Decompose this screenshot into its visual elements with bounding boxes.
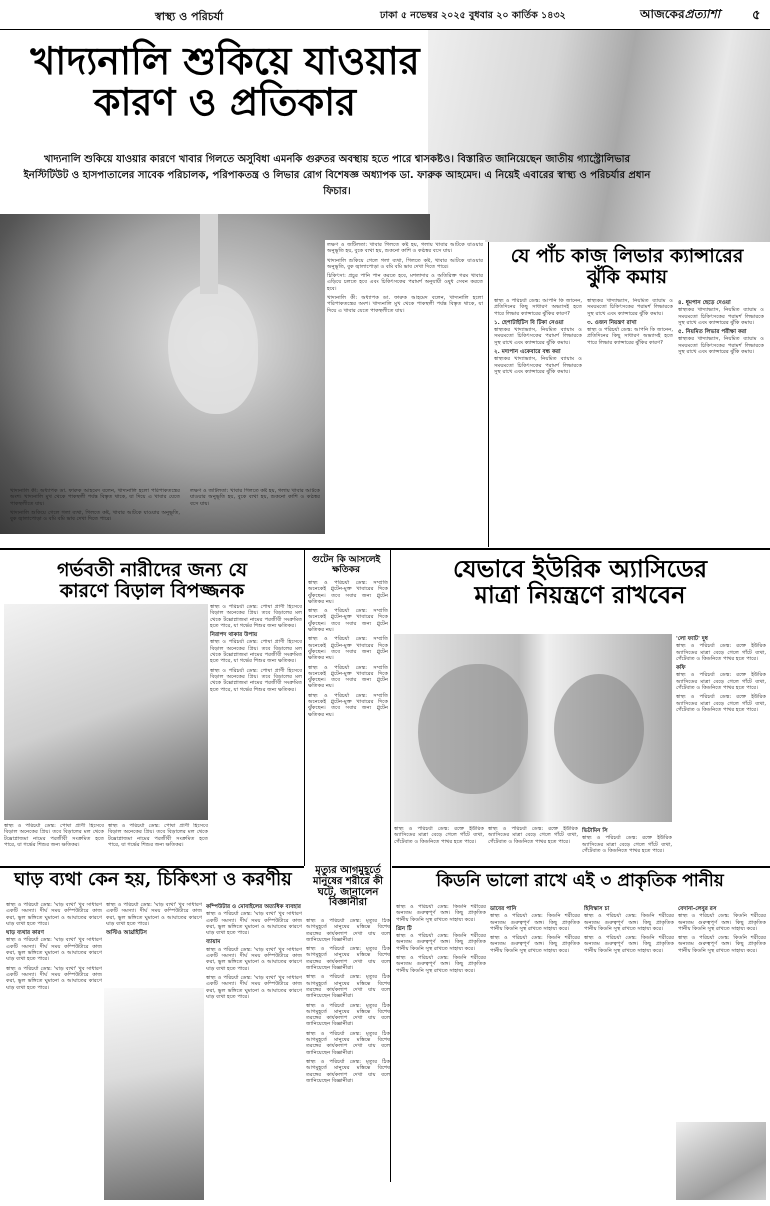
page-header bbox=[0, 0, 770, 30]
liver-body-3: স্বাস্থ্যকর খাদ্যাভ্যাস, নিয়মিত ব্যায়াম ও সময়মতো চিকিৎসকের পরামর্শ লিভারকে সুস্থ রাখে এবং ক্যান্সারের ঝুঁকি কমায়। bbox=[587, 298, 673, 317]
uric-body-3: স্বাস্থ্য ও পরিচর্যা ডেস্ক: রক্তে ইউরিক অ্যাসিডের মাত্রা বেড়ে গেলে গাঁটে ব্যথা, গেঁটেবাত ও কিডনিতে পাথর হতে পারে। bbox=[676, 694, 766, 713]
liver-body-6: স্বাস্থ্যকর খাদ্যাভ্যাস, নিয়মিত ব্যায়াম ও সময়মতো চিকিৎসকের পরামর্শ লিভারকে সুস্থ রাখে এবং ক্যান্সারের ঝুঁকি কমায়। bbox=[678, 336, 764, 356]
gluten-body-4: স্বাস্থ্য ও পরিচর্যা ডেস্ক: সম্প্রতি অনেকেই গ্লুটেন-মুক্ত খাবারের দিকে ঝুঁকছেন। তবে সবার জন্য গ্লুটেন ক্ষতিকর নয়। bbox=[308, 664, 388, 690]
neck-body-5: স্বাস্থ্য ও পরিচর্যা ডেস্ক: 'ঘাড় ব্যথা' খুব সাধারণ একটি সমস্যা। দীর্ঘ সময় কম্পিউটারে কাজ করা, ভুল ভঙ্গিতে ঘুমানো ও আঘাতের কারণে ঘাড় ব্যথা হতে পারে। bbox=[206, 911, 302, 937]
divider bbox=[304, 550, 305, 866]
kidney-body-1: স্বাস্থ্য ও পরিচর্যা ডেস্ক: কিডনি শরীরের অন্যতম গুরুত্বপূর্ণ অঙ্গ। কিছু প্রাকৃতিক পানীয় কিডনি সুস্থ রাখতে সাহায্য করে। bbox=[396, 904, 486, 923]
death-headline-line3: ঘটে, জানালেন bbox=[317, 886, 379, 898]
herbal-drink-photo bbox=[676, 1122, 766, 1200]
cat-body-3: স্বাস্থ্য ও পরিচর্যা ডেস্ক: পোষা প্রাণী হিসেবে বিড়াল অনেকের প্রিয়। তবে বিড়ালের মল থেকে টক্সোপ্লাজমা নামের পরজীবী সংক্রমিত হতে পারে, যা গর্ভের শিশুর জন্য ক্ষতিকর। bbox=[210, 667, 302, 693]
pregnant-woman-cat-photo bbox=[4, 604, 208, 820]
page-number: ৫ bbox=[752, 8, 761, 23]
uric-col-right bbox=[676, 634, 766, 866]
cat-subhead: নিরাপদ থাকার উপায় bbox=[210, 632, 258, 639]
neck-body-3: স্বাস্থ্য ও পরিচর্যা ডেস্ক: 'ঘাড় ব্যথা' খুব সাধারণ একটি সমস্যা। দীর্ঘ সময় কম্পিউটারে কাজ করা, ভুল ভঙ্গিতে ঘুমানো ও আঘাতের কারণে ঘাড় ব্যথা হতে পারে। bbox=[6, 965, 102, 991]
gluten-headline-line2: ক্ষতিকর bbox=[332, 564, 360, 575]
neck-pain-photo bbox=[104, 988, 204, 1200]
lead-body-a: খাদ্যনালি কী: অধ্যাপক ডা. ফারুক আহমেদ বলেন, খাদ্যনালি হলো পরিপাকতন্ত্রের অংশ। খাদ্যনালি মুখ থেকে পাকস্থলী পর্যন্ত বিস্তৃত থাকে, যা দিয়ে এ খাবার যেতে পাকস্থলীতে যায়। bbox=[10, 488, 180, 507]
divider bbox=[392, 866, 770, 868]
neck-body-1: স্বাস্থ্য ও পরিচর্যা ডেস্ক: 'ঘাড় ব্যথা' খুব সাধারণ একটি সমস্যা। দীর্ঘ সময় কম্পিউটারে কাজ করা, ভুল ভঙ্গিতে ঘুমানো ও আঘাতের কারণে ঘাড় ব্যথা হতে পারে। bbox=[6, 902, 102, 927]
lead-body-b: খাদ্যনালি শুকিয়ে গেলে গলা ব্যথা, গিলতে কষ্ট, খাবার আটকে যাওয়ার অনুভূতি, বুক জ্বালাপোড়া ও বমি বমি ভাব দেখা দিতে পারে। bbox=[10, 509, 180, 523]
kidney-headline: কিডনি ভালো রাখে এই ৩ প্রাকৃতিক পানীয় bbox=[436, 871, 724, 891]
cat-headline-line2: কারণে বিড়াল বিপজ্জনক bbox=[59, 579, 245, 602]
lead-body-b2: খাদ্যনালি শুকিয়ে গেলে গলা ব্যথা, গিলতে কষ্ট, খাবার আটকে যাওয়ার অনুভূতি, বুক জ্বালাপোড়া ও বমি বমি ভাব দেখা দিতে পারে। bbox=[327, 257, 483, 270]
uric-headline-line2: মাত্রা নিয়ন্ত্রণে রাখবেন bbox=[474, 579, 686, 609]
lead-body-c2: লক্ষণ ও জটিলতা: খাবার গিলতে কষ্ট হয়, গলায় খাবার আটকে যাওয়ার অনুভূতি হয়, বুকে ব্যথা হয়, শুকনো কাশি ও কণ্ঠস্বর বসে যায়। bbox=[327, 242, 483, 255]
lead-intro: খাদ্যনালি শুকিয়ে যাওয়ার কারণে খাবার গিলতে অসুবিধা এমনকি গুরুতর অবস্থায় হতে পারে শ্বাসকষ্টও। বিস্তারিত জানিয়েছেন জাতীয় গ্যাস্ট্রোলিভার ইনস্টিটিউট ও হাসপাতালের সাবেক পরিচালক, পরিপাকতন্ত্র ও লিভার রোগ বিশেষজ্ঞ অধ্যাপক ডা. ফারুক আহমেদ। এ নিয়েই এবারের স্বাস্থ্য ও পরিচর্যার প্রধান ফিচার। bbox=[23, 154, 651, 197]
lead-body-col-b bbox=[190, 488, 320, 546]
uric-headline-line1: যেভাবে ইউরিক অ্যাসিডের bbox=[452, 554, 708, 583]
stomach-shape bbox=[168, 284, 258, 414]
lead-headline-line1: খাদ্যনালি শুকিয়ে যাওয়ার bbox=[30, 38, 420, 83]
gluten-body-1: স্বাস্থ্য ও পরিচর্যা ডেস্ক: সম্প্রতি অনেকেই গ্লুটেন-মুক্ত খাবারের দিকে ঝুঁকছেন। তবে সবার জন্য গ্লুটেন ক্ষতিকর নয়। bbox=[308, 580, 388, 605]
kidney-body-6: স্বাস্থ্য ও পরিচর্যা ডেস্ক: কিডনি শরীরের অন্যতম গুরুত্বপূর্ণ অঙ্গ। কিছু প্রাকৃতিক পানীয় কিডনি সুস্থ রাখতে সাহায্য করে। bbox=[584, 913, 674, 932]
uric-body-col-b bbox=[488, 826, 578, 866]
cat-col-bottom-a bbox=[4, 823, 104, 863]
death-body-5: স্বাস্থ্য ও পরিচর্যা ডেস্ক: মৃত্যুর ঠিক আগমুহূর্তে মানুষের মস্তিষ্কে বিশেষ তরঙ্গের কার্যকলাপ দেখা যায় বলে জানিয়েছেন বিজ্ঞানীরা। bbox=[306, 1030, 390, 1056]
uric-body-1: স্বাস্থ্য ও পরিচর্যা ডেস্ক: রক্তে ইউরিক অ্যাসিডের মাত্রা বেড়ে গেলে গাঁটে ব্যথা, গেঁটেবাত ও কিডনিতে পাথর হতে পারে। bbox=[676, 643, 766, 662]
uric-body-col-c bbox=[582, 826, 672, 866]
kidney-body-2: স্বাস্থ্য ও পরিচর্যা ডেস্ক: কিডনি শরীরের অন্যতম গুরুত্বপূর্ণ অঙ্গ। কিছু প্রাকৃতিক পানীয় কিডনি সুস্থ রাখতে সাহায্য করে। bbox=[396, 933, 486, 952]
neck-subhead-2: কম্পিউটার ও মোবাইলের অত্যধিক ব্যবহার bbox=[206, 904, 301, 910]
lead-headline bbox=[10, 38, 440, 125]
liver-point-2: ২. মদ্যপান একেবারে বন্ধ করা bbox=[494, 349, 561, 356]
masthead-part-a: আজকের bbox=[640, 7, 685, 21]
liver-body-5: স্বাস্থ্যকর খাদ্যাভ্যাস, নিয়মিত ব্যায়াম ও সময়মতো চিকিৎসকের পরামর্শ লিভারকে সুস্থ রাখে এবং ক্যান্সারের ঝুঁকি কমায়। bbox=[678, 307, 764, 326]
divider bbox=[488, 242, 489, 547]
cat-body-5: স্বাস্থ্য ও পরিচর্যা ডেস্ক: পোষা প্রাণী হিসেবে বিড়াল অনেকের প্রিয়। তবে বিড়ালের মল থেকে টক্সোপ্লাজমা নামের পরজীবী সংক্রমিত হতে পারে, যা গর্ভের শিশুর জন্য ক্ষতিকর। bbox=[108, 823, 208, 848]
liver-point-4: ৪. ধূমপান ছেড়ে দেওয়া bbox=[678, 300, 731, 306]
death-col bbox=[306, 918, 390, 1198]
kidney-subhead-4: বেদানা-লেবুর রস bbox=[678, 906, 717, 912]
neck-col-1 bbox=[6, 902, 102, 1198]
esophagus-tube bbox=[200, 214, 218, 294]
lead-body-c: লক্ষণ ও জটিলতা: খাবার গিলতে কষ্ট হয়, গলায় খাবার আটকে যাওয়ার অনুভূতি হয়, বুকে ব্যথা হয়, শুকনো কাশি ও কণ্ঠস্বর বসে যায়। bbox=[190, 488, 320, 507]
neck-subhead-4: ব্যায়াম bbox=[206, 939, 221, 946]
cat-body-2: স্বাস্থ্য ও পরিচর্যা ডেস্ক: পোষা প্রাণী হিসেবে বিড়াল অনেকের প্রিয়। তবে বিড়ালের মল থেকে টক্সোপ্লাজমা নামের পরজীবী সংক্রমিত হতে পারে, যা গর্ভের শিশুর জন্য ক্ষতিকর। bbox=[210, 639, 302, 665]
uric-subhead-2: ভিটামিন সি bbox=[582, 828, 608, 834]
liver-headline bbox=[492, 246, 762, 287]
uric-body-2: স্বাস্থ্য ও পরিচর্যা ডেস্ক: রক্তে ইউরিক অ্যাসিডের মাত্রা বেড়ে গেলে গাঁটে ব্যথা, গেঁটেবাত ও কিডনিতে পাথর হতে পারে। bbox=[676, 672, 766, 692]
death-headline bbox=[306, 866, 390, 909]
masthead-part-b: প্রত্যাশা bbox=[684, 7, 721, 21]
liver-headline-line2: ঝুঁকি কমায় bbox=[586, 265, 668, 288]
neck-subhead-1: ঘাড় ব্যথার কারণ bbox=[6, 930, 45, 937]
kidney-col-2 bbox=[490, 904, 580, 1198]
uric-headline bbox=[394, 556, 766, 608]
death-headline-line2: মানুষের শরীরে কী bbox=[312, 875, 384, 887]
neck-body-7: স্বাস্থ্য ও পরিচর্যা ডেস্ক: 'ঘাড় ব্যথা' খুব সাধারণ একটি সমস্যা। দীর্ঘ সময় কম্পিউটারে কাজ করা, ভুল ভঙ্গিতে ঘুমানো ও আঘাতের কারণে ঘাড় ব্যথা হতে পারে। bbox=[206, 974, 302, 1000]
liver-headline-line1: যে পাঁচ কাজ লিভার ক্যান্সারের bbox=[510, 245, 744, 267]
masthead bbox=[640, 6, 720, 26]
liver-col-1 bbox=[494, 298, 582, 546]
liver-point-3: ৩. ওজন নিয়ন্ত্রণ রাখা bbox=[587, 319, 637, 326]
liver-point-5: ৫. নিয়মিত লিভার পরীক্ষা করা bbox=[678, 329, 747, 336]
kidney-shape bbox=[418, 664, 528, 794]
uric-subhead-1: 'লো ফ্যাট' দুধ bbox=[676, 636, 708, 642]
neck-body-2: স্বাস্থ্য ও পরিচর্যা ডেস্ক: 'ঘাড় ব্যথা' খুব সাধারণ একটি সমস্যা। দীর্ঘ সময় কম্পিউটারে কাজ করা, ভুল ভঙ্গিতে ঘুমানো ও আঘাতের কারণে ঘাড় ব্যথা হতে পারে। bbox=[6, 937, 102, 963]
liver-point-1: ১. হেপাটাইটিস বি টিকা নেওয়া bbox=[494, 319, 564, 326]
death-body-4: স্বাস্থ্য ও পরিচর্যা ডেস্ক: মৃত্যুর ঠিক আগমুহূর্তে মানুষের মস্তিষ্কে বিশেষ তরঙ্গের কার্যকলাপ দেখা যায় বলে জানিয়েছেন বিজ্ঞানীরা। bbox=[306, 1002, 390, 1028]
gluten-body-3: স্বাস্থ্য ও পরিচর্যা ডেস্ক: সম্প্রতি অনেকেই গ্লুটেন-মুক্ত খাবারের দিকে ঝুঁকছেন। তবে সবার জন্য গ্লুটেন ক্ষতিকর নয়। bbox=[308, 636, 388, 662]
kidney-body-5: স্বাস্থ্য ও পরিচর্যা ডেস্ক: কিডনি শরীরের অন্যতম গুরুত্বপূর্ণ অঙ্গ। কিছু প্রাকৃতিক পানীয় কিডনি সুস্থ রাখতে সাহায্য করে। bbox=[490, 935, 580, 954]
cat-body-4: স্বাস্থ্য ও পরিচর্যা ডেস্ক: পোষা প্রাণী হিসেবে বিড়াল অনেকের প্রিয়। তবে বিড়ালের মল থেকে টক্সোপ্লাজমা নামের পরজীবী সংক্রমিত হতে পারে, যা গর্ভের শিশুর জন্য ক্ষতিকর। bbox=[4, 823, 104, 848]
neck-headline: ঘাড় ব্যথা কেন হয়, চিকিৎসা ও করণীয় bbox=[14, 869, 292, 890]
uric-body-6: স্বাস্থ্য ও পরিচর্যা ডেস্ক: রক্তে ইউরিক অ্যাসিডের মাত্রা বেড়ে গেলে গাঁটে ব্যথা, গেঁটেবাত ও কিডনিতে পাথর হতে পারে। bbox=[582, 835, 672, 854]
death-body-3: স্বাস্থ্য ও পরিচর্যা ডেস্ক: মৃত্যুর ঠিক আগমুহূর্তে মানুষের মস্তিষ্কে বিশেষ তরঙ্গের কার্যকলাপ দেখা যায় বলে জানিয়েছেন বিজ্ঞানীরা। bbox=[306, 974, 390, 1000]
liver-body-4: স্বাস্থ্য ও পরিচর্যা ডেস্ক: আপনি কি জানেন, প্রতিদিনের কিছু সাধারণ অভ্যাসই হতে পারে লিভার ক্যান্সারের ঝুঁকির কারণ? bbox=[587, 327, 673, 346]
stomach-pain-photo bbox=[428, 30, 770, 242]
kidney-col-3 bbox=[584, 904, 674, 1198]
divider bbox=[390, 550, 391, 1182]
neck-body-4: স্বাস্থ্য ও পরিচর্যা ডেস্ক: 'ঘাড় ব্যথা' খুব সাধারণ একটি সমস্যা। দীর্ঘ সময় কম্পিউটারে কাজ করা, ভুল ভঙ্গিতে ঘুমানো ও আঘাতের কারণে ঘাড় ব্যথা হতে পারে। bbox=[106, 902, 202, 927]
death-headline-line4: বিজ্ঞানীরা bbox=[328, 897, 368, 909]
kidney-body-7: স্বাস্থ্য ও পরিচর্যা ডেস্ক: কিডনি শরীরের অন্যতম গুরুত্বপূর্ণ অঙ্গ। কিছু প্রাকৃতিক পানীয় কিডনি সুস্থ রাখতে সাহায্য করে। bbox=[584, 935, 674, 954]
kidney-subhead-2: ডাবের পানি bbox=[490, 906, 517, 912]
cat-col-bottom-b bbox=[108, 823, 208, 863]
gluten-headline bbox=[306, 556, 386, 575]
death-body-6: স্বাস্থ্য ও পরিচর্যা ডেস্ক: মৃত্যুর ঠিক আগমুহূর্তে মানুষের মস্তিষ্কে বিশেষ তরঙ্গের কার্যকলাপ দেখা যায় বলে জানিয়েছেন বিজ্ঞানীরা। bbox=[306, 1058, 390, 1084]
kidney-body-8: স্বাস্থ্য ও পরিচর্যা ডেস্ক: কিডনি শরীরের অন্যতম গুরুত্বপূর্ণ অঙ্গ। কিছু প্রাকৃতিক পানীয় কিডনি সুস্থ রাখতে সাহায্য করে। bbox=[678, 913, 766, 932]
kidney-body-9: স্বাস্থ্য ও পরিচর্যা ডেস্ক: কিডনি শরীরের অন্যতম গুরুত্বপূর্ণ অঙ্গ। কিছু প্রাকৃতিক পানীয় কিডনি সুস্থ রাখতে সাহায্য করে। bbox=[678, 935, 766, 954]
cat-headline-line1: গর্ভবতী নারীদের জন্য যে bbox=[56, 559, 248, 581]
lead-body-a2: খাদ্যনালি কী: অধ্যাপক ডা. ফারুক আহমেদ বলেন, খাদ্যনালি হলো পরিপাকতন্ত্রের অংশ। খাদ্যনালি মুখ থেকে পাকস্থলী পর্যন্ত বিস্তৃত থাকে, যা দিয়ে এ খাবার যেতে পাকস্থলীতে যায়। bbox=[327, 295, 483, 314]
neck-col-3 bbox=[206, 902, 302, 1198]
lead-headline-line2: কারণ ও প্রতিকার bbox=[93, 79, 357, 125]
heart-shape bbox=[554, 674, 644, 784]
lead-body-col-a bbox=[10, 488, 180, 546]
uric-body-col-a bbox=[394, 826, 484, 866]
divider bbox=[0, 548, 770, 550]
divider bbox=[0, 866, 304, 868]
uric-subhead-3: কফি bbox=[676, 665, 686, 672]
liver-col-2 bbox=[587, 298, 673, 546]
gluten-col bbox=[308, 580, 388, 864]
cat-headline bbox=[4, 560, 300, 601]
death-body-2: স্বাস্থ্য ও পরিচর্যা ডেস্ক: মৃত্যুর ঠিক আগমুহূর্তে মানুষের মস্তিষ্কে বিশেষ তরঙ্গের কার্যকলাপ দেখা যায় বলে জানিয়েছেন বিজ্ঞানীরা। bbox=[306, 946, 390, 972]
uric-body-5: স্বাস্থ্য ও পরিচর্যা ডেস্ক: রক্তে ইউরিক অ্যাসিডের মাত্রা বেড়ে গেলে গাঁটে ব্যথা, গেঁটেবাত ও কিডনিতে পাথর হতে পারে। bbox=[488, 826, 578, 845]
death-headline-line1: মৃত্যুর আগমুহূর্তে bbox=[315, 865, 381, 876]
uric-body-4: স্বাস্থ্য ও পরিচর্যা ডেস্ক: রক্তে ইউরিক অ্যাসিডের মাত্রা বেড়ে গেলে গাঁটে ব্যথা, গেঁটেবাত ও কিডনিতে পাথর হতে পারে। bbox=[394, 826, 484, 845]
dateline: ঢাকা ৫ নভেম্বর ২০২৫ বুধবার ২০ কার্তিক ১৪৩২ bbox=[380, 10, 566, 21]
gluten-body-2: স্বাস্থ্য ও পরিচর্যা ডেস্ক: সম্প্রতি অনেকেই গ্লুটেন-মুক্ত খাবারের দিকে ঝুঁকছেন। তবে সবার জন্য গ্লুটেন ক্ষতিকর নয়। bbox=[308, 608, 388, 634]
neck-body-6: স্বাস্থ্য ও পরিচর্যা ডেস্ক: 'ঘাড় ব্যথা' খুব সাধারণ একটি সমস্যা। দীর্ঘ সময় কম্পিউটারে কাজ করা, ভুল ভঙ্গিতে ঘুমানো ও আঘাতের কারণে ঘাড় ব্যথা হতে পারে। bbox=[206, 946, 302, 972]
kidney-body-3: স্বাস্থ্য ও পরিচর্যা ডেস্ক: কিডনি শরীরের অন্যতম গুরুত্বপূর্ণ অঙ্গ। কিছু প্রাকৃতিক পানীয় কিডনি সুস্থ রাখতে সাহায্য করে। bbox=[396, 955, 486, 974]
cat-body-1: স্বাস্থ্য ও পরিচর্যা ডেস্ক: পোষা প্রাণী হিসেবে বিড়াল অনেকের প্রিয়। তবে বিড়ালের মল থেকে টক্সোপ্লাজমা নামের পরজীবী সংক্রমিত হতে পারে, যা গর্ভের শিশুর জন্য ক্ষতিকর। bbox=[210, 604, 302, 629]
liver-body-1: স্বাস্থ্যকর খাদ্যাভ্যাস, নিয়মিত ব্যায়াম ও সময়মতো চিকিৎসকের পরামর্শ লিভারকে সুস্থ রাখে এবং ক্যান্সারের ঝুঁকি কমায়। bbox=[494, 327, 582, 346]
neck-subhead-3: অস্টিও আর্থ্রাইটিস bbox=[106, 930, 147, 937]
death-body-1: স্বাস্থ্য ও পরিচর্যা ডেস্ক: মৃত্যুর ঠিক আগমুহূর্তে মানুষের মস্তিষ্কে বিশেষ তরঙ্গের কার্যকলাপ দেখা যায় বলে জানিয়েছেন বিজ্ঞানীরা। bbox=[306, 918, 390, 943]
kidney-col-1 bbox=[396, 904, 486, 1198]
kidney-heart-illustration bbox=[394, 634, 672, 822]
lead-body-col-c bbox=[325, 240, 485, 546]
kidney-subhead-3: হিবিস্কাস চা bbox=[584, 906, 610, 912]
lead-body-d: চিকিৎসা: প্রচুর পানি পান করতে হবে, মশলাদার ও অতিরিক্ত গরম খাবার এড়িয়ে চলতে হবে এবং চিকিৎসকের পরামর্শ অনুযায়ী ওষুধ সেবন করতে হবে। bbox=[327, 273, 483, 292]
gluten-headline-line1: গুটেন কি আসলেই bbox=[311, 555, 381, 565]
gluten-body-5: স্বাস্থ্য ও পরিচর্যা ডেস্ক: সম্প্রতি অনেকেই গ্লুটেন-মুক্ত খাবারের দিকে ঝুঁকছেন। তবে সবার জন্য গ্লুটেন ক্ষতিকর নয়। bbox=[308, 692, 388, 718]
liver-body-2: স্বাস্থ্যকর খাদ্যাভ্যাস, নিয়মিত ব্যায়াম ও সময়মতো চিকিৎসকের পরামর্শ লিভারকে সুস্থ রাখে এবং ক্যান্সারের ঝুঁকি কমায়। bbox=[494, 356, 582, 375]
kidney-body-4: স্বাস্থ্য ও পরিচর্যা ডেস্ক: কিডনি শরীরের অন্যতম গুরুত্বপূর্ণ অঙ্গ। কিছু প্রাকৃতিক পানীয় কিডনি সুস্থ রাখতে সাহায্য করে। bbox=[490, 913, 580, 932]
kidney-subhead-1: গ্রিন টি bbox=[396, 925, 412, 932]
liver-intro: স্বাস্থ্য ও পরিচর্যা ডেস্ক: আপনি কি জানেন, প্রতিদিনের কিছু সাধারণ অভ্যাসই হতে পারে লিভার ক্যান্সারের ঝুঁকির কারণ? bbox=[494, 298, 582, 317]
neck-col-2 bbox=[106, 902, 202, 984]
cat-col-right bbox=[210, 604, 302, 820]
liver-col-3 bbox=[678, 298, 764, 546]
kidney-col-4 bbox=[678, 904, 766, 1118]
section-label: স্বাস্থ্য ও পরিচর্যা bbox=[155, 10, 224, 23]
